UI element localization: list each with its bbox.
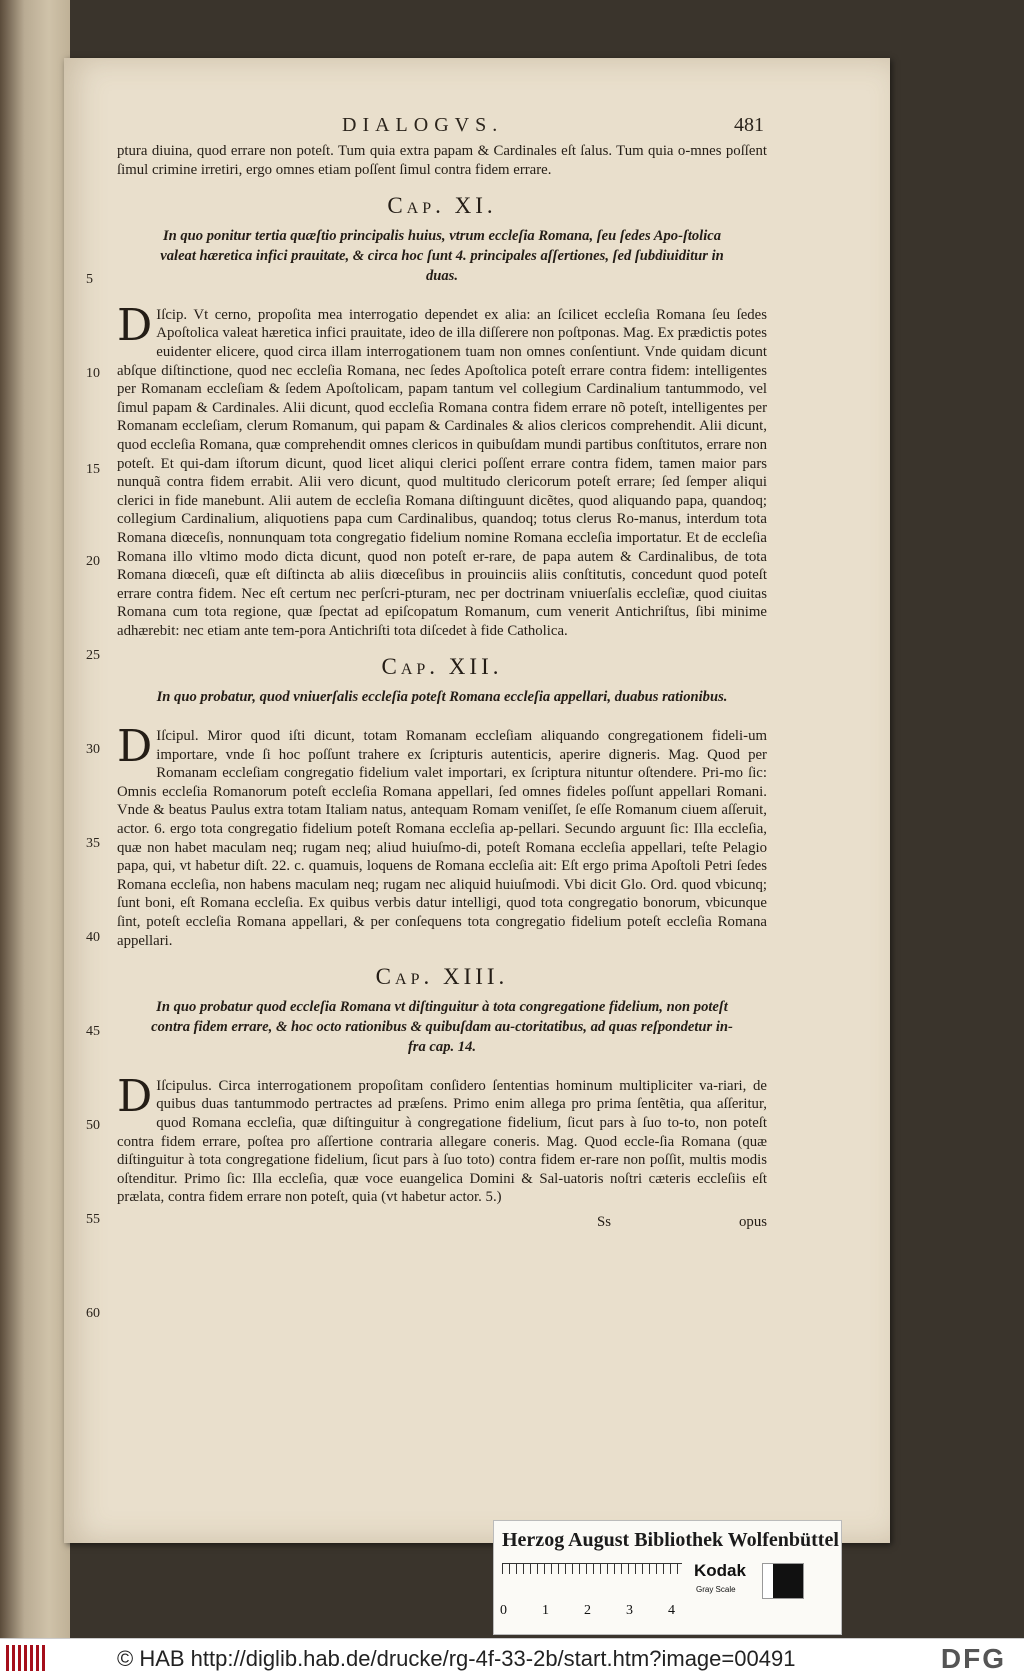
gray-scale-label: Gray Scale — [696, 1585, 736, 1594]
ruler-label: 3 — [626, 1603, 633, 1618]
chapter-summary: In quo probatur quod eccleſia Romana vt diſtinguitur à tota congregatione fidelium, non poteſt contra fidem errare, & hoc octo rationibus & quibuſdam au-ctoritatibus, ad quas reſpondetur in-fra cap. 14. — [151, 998, 733, 1055]
chapter-heading: Cap. XI. — [387, 193, 497, 219]
chapter-body — [117, 721, 767, 950]
chapter-text: Iſcipul. Miror quod iſti dicunt, totam Romanam eccleſiam aliquando congregationem fideli-um importare, vnde ſi hoc poſſunt trahere ex ſcripturis autenticis, aperire digneris. Mag. Quod per Romanam eccleſiam congregatio fidelium valet importari, ex ſcriptura nituntur oſtendere. Pri-mo ſic: Omnis eccleſia Romanorum poteſt eccleſia Romana appellari, ſed omnes fideles poſſunt appellari Romani. Vnde & beatus Paulus extra totam Italiam natus, antequam Romam veniſſet, ſe eſſe Romanum ciuem aſſeruit, actor. 6. ergo tota congregatio fidelium poteſt Romana eccleſia ap-pellari. Secundo arguunt ſic: Illa eccleſia, quæ non habet maculam neq; rugam neq; aliud huiuſmo-di, poteſt Romana eccleſia appellari, teſte Pelagio papa, qui, vt habetur diſt. 22. c. quamuis, loquens de Romana eccleſia ait: Eſt ergo prima Apoſtoli Petri ſedes Romana eccleſia, non habens maculam neq; rugam nec aliquid huiuſmodi. Vbi dicit Glo. Ord. quod vbicunq; ſunt boni, eſt Romana eccleſia. Ex quibus verbis datur intelligi, quod tota congregatio bonorum, vbicunque ſint, poteſt eccleſia Romana appellari, & per conſequens tota congregatio fidelium poteſt eccleſia Romana appellari. — [117, 728, 767, 949]
line-number: 30 — [86, 742, 100, 757]
chapter-body — [117, 299, 767, 641]
chapter-summary: In quo ponitur tertia quæſtio principalis huius, vtrum eccleſia Romana, ſeu ſedes Apo-ſtolica valeat hæretica infici prauitate, & circa hoc ſunt 4. principales aſſertiones, ſed ſubdiuiditur in duas. — [160, 227, 724, 284]
ruler-label: 0 — [500, 1603, 507, 1618]
catchwords-line — [117, 1213, 767, 1233]
line-number: 10 — [86, 366, 100, 381]
gray-scale-swatch — [762, 1563, 804, 1599]
line-number: 55 — [86, 1212, 100, 1227]
ruler-label: 4 — [668, 1603, 675, 1618]
scale-ruler — [502, 1563, 682, 1592]
viewer-footer — [0, 1638, 1024, 1678]
line-number: 20 — [86, 554, 100, 569]
chapter-text: Iſcip. Vt cerno, propoſita mea interrogatio dependet ex alia: an ſcilicet eccleſia Romana ſeu ſedes Apoſtolica valeat hæretica infici prauitate, ideo de illa diſſerere non poſtponas. Mag. Ex prædictis potes euidenter elicere, quod circa illam interrogationem tuam non omnes conſentiunt. Vnde quidam dicunt abſque diſtinctione, quod nec eccleſia Romana, nec ſedes Apoſtolica poteſt errare contra fidem: intelligentes per Romanam eccleſiam & ſedem Apoſtolicam, papam tantum vel collegium Cardinalium tantummodo, vel ſimul papam & Cardinales. Alii dicunt, quod eccleſia Romana contra fidem errare nõ poteſt, intelligentes per Romanam eccleſiam, clerum Romanum, qui papam & Cardinales & alios clericos comprehendit. Alii dicunt, quod eccleſia Romana, quæ comprehendit omnes clericos in quibuſdam mundi partibus conſtitutos, errare non poteſt. Et qui-dam iſtorum dicunt, quod licet aliqui clerici poſſent errare contra fidem, tamen maior pars nunquã contra fidem errabit. Alii vero dicunt, quod multitudo clericorum poteſt errare; ſed ſemper aliqui clerici in fide manebunt. Alii autem de eccleſia Romana diſtinguunt dicẽtes, quod aliquando papa, quandoq; collegium Cardinalium, aliquotiens papa cum Cardinalibus, quandoq; totus clerus Ro-manus, interdum tota Romana diœceſis, nonnunquam tota congregatio fidelium nomine Romana eccleſia importatur. Et de eccleſia Romana illo vltimo modo dicta dicunt, quod non poteſt er-rare, de papa autem & Cardinalibus, de tota Romana diœceſi, quæ eſt diſtincta ab aliis diœceſibus in prouinciis aliis conſtitutis, concedunt quod poteſt errare contra fidem. Nec eſt certum nec perſcri-pturam, nec per doctrinam vniuerſalis eccleſiæ, quod ciuitas Romana cum tota regione, quæ ſpectat ad epiſcopatum Romanum, cum venerit Antichriſtus, ſibi minime adhærebit: nec etiam ante tem-pora Antichriſti tota diſcedet à fide Catholica. — [117, 306, 767, 639]
line-number: 15 — [86, 462, 100, 477]
chapter-summary: In quo probatur, quod vniuerſalis eccleſia poteſt Romana eccleſia appellari, duabus rationibus. — [156, 689, 728, 706]
catchword: opus — [739, 1213, 767, 1230]
drop-cap: D — [117, 721, 153, 773]
text-block — [117, 142, 767, 1233]
ruler-label: 1 — [542, 1603, 549, 1618]
line-number-column — [86, 142, 116, 1627]
dfg-logo: DFG — [940, 1643, 1006, 1674]
chapter-heading: Cap. XIII. — [375, 964, 509, 990]
library-name: Herzog August Bibliothek Wolfenbüttel — [502, 1529, 839, 1551]
document-page — [64, 58, 890, 1543]
line-number: 50 — [86, 1118, 100, 1133]
ruler-label: 2 — [584, 1603, 591, 1618]
chapter-body — [117, 1070, 767, 1207]
chapter-text: Iſcipulus. Circa interrogationem propoſitam conſidero ſententias hominum multipliciter va-riari, de quibus duas tantummodo pertractes ad præſens. Primo enim allega pro prima ſentẽtia, qua aſſeritur, quod Romana eccleſia, quæ diſtinguitur à congregatione fidelium, ſicut pars à ſuo to-to, non poteſt contra fidem errare, poſtea pro aſſertione contraria allegare coneris. Mag. Quod eccle-ſia Romana (quæ diſtinguitur à tota congregatione fidelium, ſicut pars à ſuo toto) contra fidem er-rare non poſſit, multis modis oſtenditur. Primo ſic: Illa eccleſia, quæ voce euangelica Domini & Sal-uatoris noſtri cæteris eccleſiis eſt prælata, contra fidem errare non poteſt, quia (vt habetur actor. 5.) — [117, 1077, 767, 1206]
line-number: 25 — [86, 648, 100, 663]
running-title: DIALOGVS. — [342, 114, 504, 136]
chapter-heading: Cap. XII. — [381, 654, 503, 680]
kodak-logo: Kodak — [694, 1561, 746, 1580]
book-edge — [0, 0, 70, 1638]
intro-text: ptura diuina, quod errare non poteſt. Tum quia extra papam & Cardinales eſt ſalus. Tum quia o-mnes poſſent ſimul crimine irretiri, ergo omnes etiam poſſent ſimul contra fidem errare. — [117, 143, 767, 178]
page-number: 481 — [734, 114, 764, 136]
line-number: 5 — [86, 272, 93, 287]
drop-cap: D — [117, 299, 153, 351]
line-number: 40 — [86, 930, 100, 945]
line-number: 45 — [86, 1024, 100, 1039]
line-number: 35 — [86, 836, 100, 851]
source-url-link[interactable]: © HAB http://diglib.hab.de/drucke/rg-4f-33-2b/start.htm?image=00491 — [117, 1646, 796, 1671]
signature-mark: Ss — [597, 1213, 611, 1230]
library-color-card — [493, 1520, 842, 1635]
hab-logo-icon — [6, 1645, 46, 1671]
line-number: 60 — [86, 1306, 100, 1321]
drop-cap: D — [117, 1070, 153, 1122]
